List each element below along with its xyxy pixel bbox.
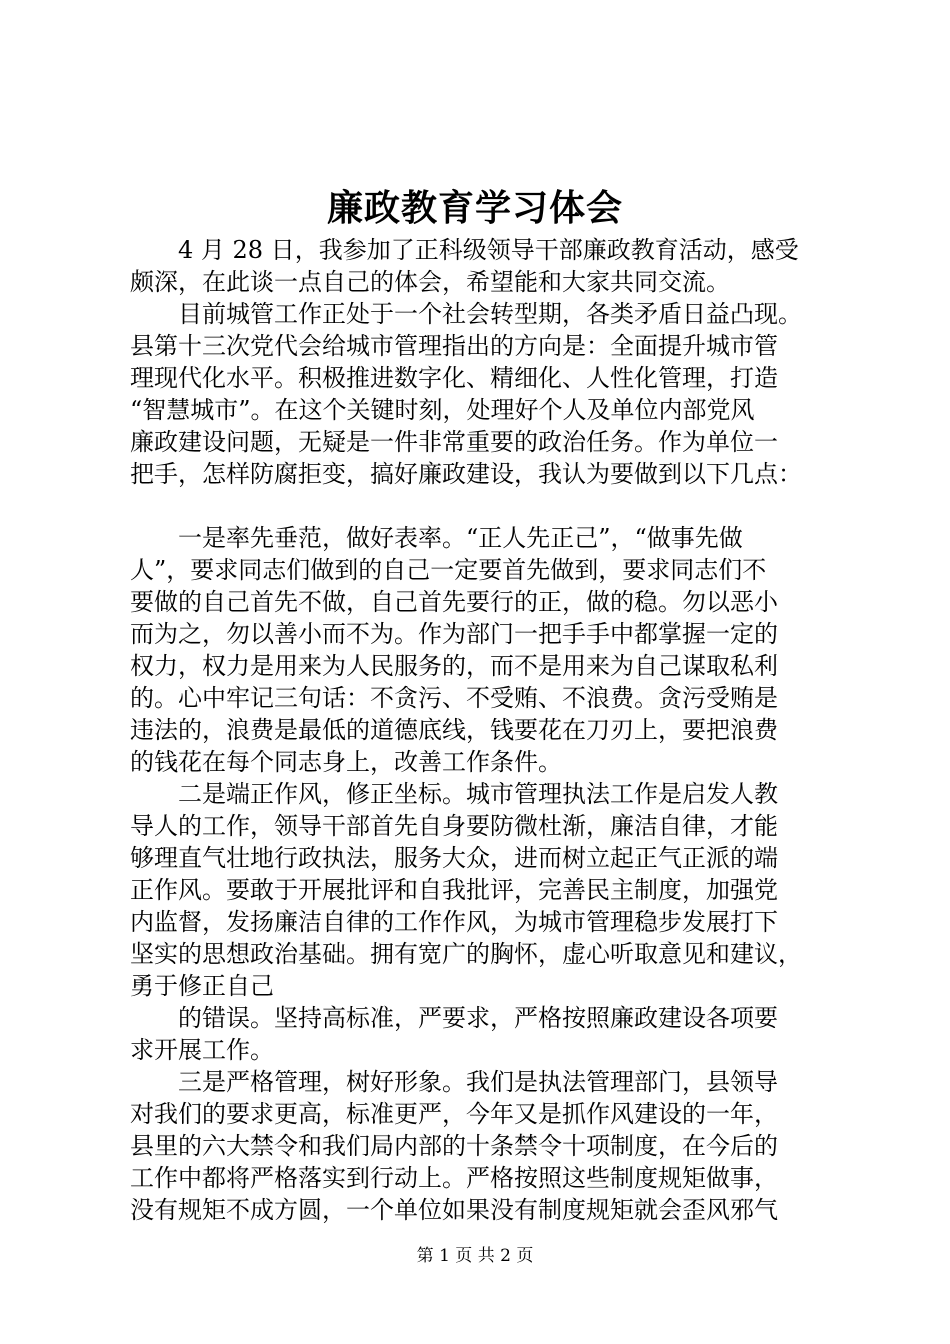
body-line: 而为之，勿以善小而不为。作为部门一把手手中都掌握一定的 bbox=[130, 620, 778, 648]
body-line: 的错误。坚持高标准，严要求，严格按照廉政建设各项要 bbox=[130, 1004, 778, 1032]
body-line: 的钱花在每个同志身上，改善工作条件。 bbox=[130, 748, 562, 776]
page-footer: 第 1 页 共 2 页 bbox=[416, 1246, 534, 1266]
body-line: 正作风。要敢于开展批评和自我批评，完善民主制度，加强党 bbox=[130, 876, 778, 904]
body-line: 的。心中牢记三句话：不贪污、不受贿、不浪费。贪污受贿是 bbox=[130, 684, 778, 712]
document-body bbox=[130, 234, 830, 1226]
body-line: 颇深，在此谈一点自己的体会，希望能和大家共同交流。 bbox=[130, 268, 730, 296]
body-line: 求开展工作。 bbox=[130, 1036, 274, 1064]
body-line: 4 月 28 日，我参加了正科级领导干部廉政教育活动，感受 bbox=[130, 236, 799, 264]
body-line: 县第十三次党代会给城市管理指出的方向是：全面提升城市管 bbox=[130, 332, 778, 360]
body-line: 违法的，浪费是最低的道德底线，钱要花在刀刃上，要把浪费 bbox=[130, 716, 778, 744]
body-line: 廉政建设问题，无疑是一件非常重要的政治任务。作为单位一 bbox=[130, 428, 778, 456]
body-line: 没有规矩不成方圆，一个单位如果没有制度规矩就会歪风邪气 bbox=[130, 1196, 778, 1224]
body-line: 二是端正作风，修正坐标。城市管理执法工作是启发人教 bbox=[130, 780, 778, 808]
body-line: 要做的自己首先不做，自己首先要行的正，做的稳。勿以恶小 bbox=[130, 588, 778, 616]
body-line: 理现代化水平。积极推进数字化、精细化、人性化管理，打造 bbox=[130, 364, 778, 392]
body-line: 工作中都将严格落实到行动上。严格按照这些制度规矩做事， bbox=[130, 1164, 778, 1192]
body-line: 导人的工作，领导干部首先自身要防微杜渐，廉洁自律，才能 bbox=[130, 812, 778, 840]
body-line: 县里的六大禁令和我们局内部的十条禁令十项制度，在今后的 bbox=[130, 1132, 778, 1160]
body-line: 人”，要求同志们做到的自己一定要首先做到，要求同志们不 bbox=[130, 556, 767, 584]
body-line: 把手，怎样防腐拒变，搞好廉政建设，我认为要做到以下几点： bbox=[130, 460, 802, 488]
body-line: 对我们的要求更高，标准更严，今年又是抓作风建设的一年， bbox=[130, 1100, 778, 1128]
body-line: 坚实的思想政治基础。拥有宽广的胸怀，虚心听取意见和建议， bbox=[130, 940, 802, 968]
document-title: 廉政教育学习体会 bbox=[326, 187, 623, 229]
body-line: 勇于修正自己 bbox=[130, 972, 274, 1000]
body-line bbox=[130, 490, 830, 522]
body-line: “智慧城市”。在这个关键时刻，处理好个人及单位内部党风 bbox=[130, 396, 755, 424]
body-line: 内监督，发扬廉洁自律的工作作风，为城市管理稳步发展打下 bbox=[130, 908, 778, 936]
body-line: 够理直气壮地行政执法，服务大众，进而树立起正气正派的端 bbox=[130, 844, 778, 872]
body-line: 一是率先垂范，做好表率。“正人先正己”，“做事先做 bbox=[130, 524, 743, 552]
body-line: 目前城管工作正处于一个社会转型期，各类矛盾日益凸现。 bbox=[130, 300, 802, 328]
body-line: 权力，权力是用来为人民服务的，而不是用来为自己谋取私利 bbox=[130, 652, 778, 680]
body-line: 三是严格管理，树好形象。我们是执法管理部门，县领导 bbox=[130, 1068, 778, 1096]
